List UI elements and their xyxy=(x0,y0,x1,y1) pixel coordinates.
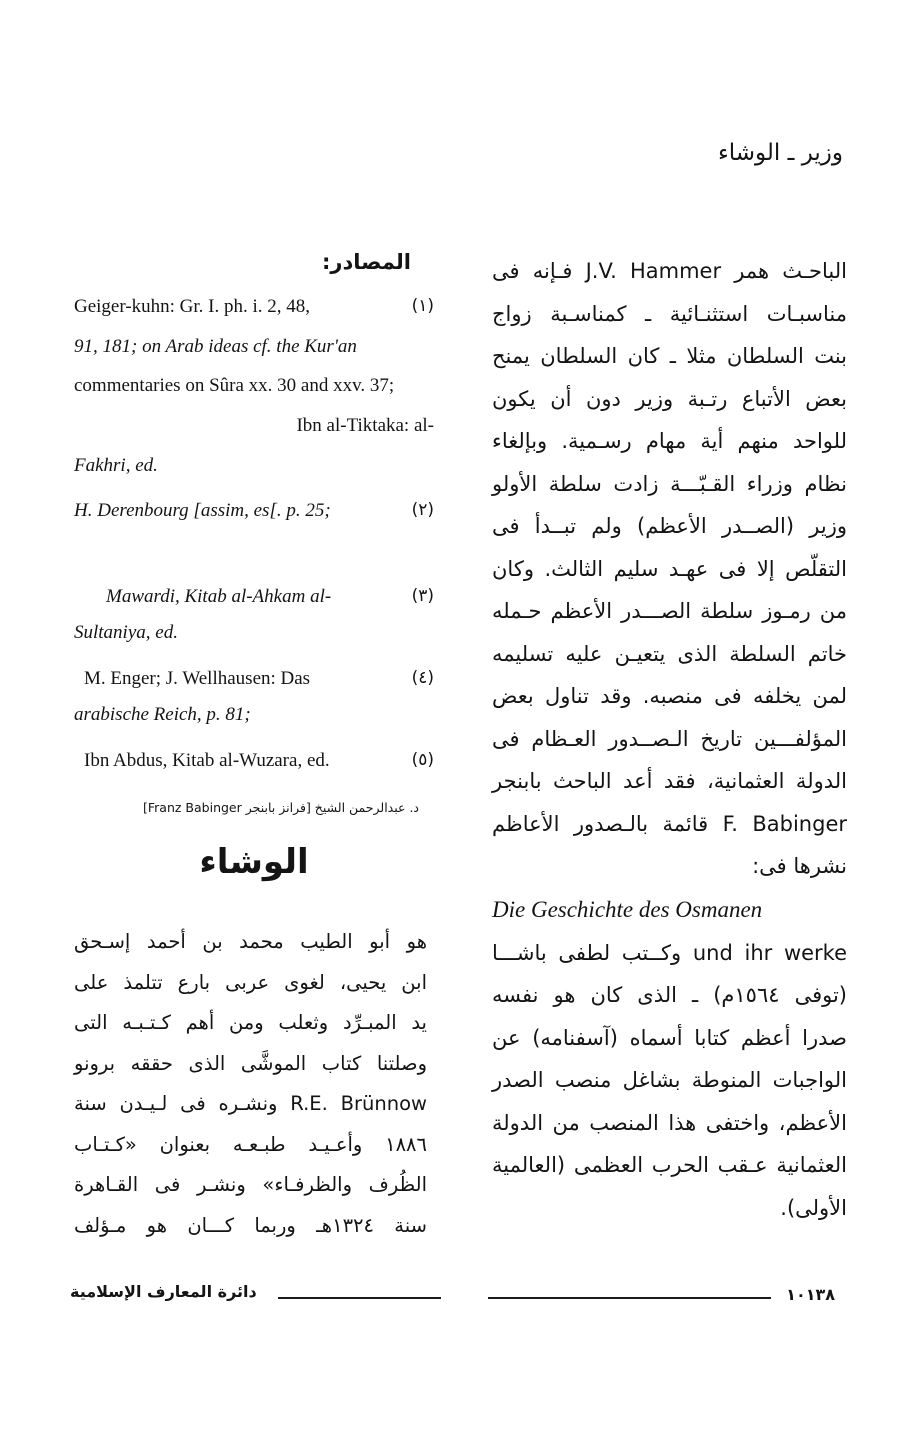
sources-heading: المصادر: xyxy=(321,250,411,274)
reference-entry xyxy=(74,584,434,654)
running-header: وزير ـ الوشاء xyxy=(717,140,843,166)
text-line: F. Babinger قائمة بالـصدور الأعاظم xyxy=(492,811,847,836)
page-number: ١٠١٣٨ xyxy=(786,1285,835,1304)
text-line: للواحد منهم أية مهام رسـمية. وبإلغاء xyxy=(492,429,847,453)
reference-line: Mawardi, Kitab al-Ahkam al- xyxy=(106,586,332,607)
text-line: R.E. Brünnow ونشـره فى لـيـدن سنة xyxy=(74,1092,427,1115)
reference-line: Fakhri, ed. xyxy=(74,455,158,476)
right-column-text xyxy=(492,250,847,1229)
footer-publication: دائرة المعارف الإسلامية xyxy=(70,1282,257,1301)
text-line: نظام وزراء القـبّـــة زادت سلطة الأولو xyxy=(492,471,847,496)
text-line: ابن يحيى، لغوى عربى بارع تتلمذ على xyxy=(74,970,427,994)
text-line: (توفى ١٥٦٤م) ـ الذى كان هو نفسه xyxy=(492,983,847,1007)
reference-line: M. Enger; J. Wellhausen: Das xyxy=(84,668,311,689)
text-line: الدولة العثمانية، فقد أعد الباحث بابنجر xyxy=(492,769,847,793)
text-line: بنت السلطان مثلا ـ كان السلطان يمنح xyxy=(492,344,847,368)
text-line: الأولى). xyxy=(780,1195,847,1220)
text-line: الواجبات المنوطة بشاغل منصب الصدر xyxy=(492,1068,847,1092)
text-line: العثمانية عـقب الحرب العظمى (العالمية xyxy=(492,1153,847,1177)
left-column-text xyxy=(74,922,427,1246)
text-line: und ihr werke وكــتب لطفى باشـــا xyxy=(492,940,848,965)
reference-line: commentaries on Sûra xx. 30 and xxv. 37; xyxy=(74,375,395,396)
footer-rule xyxy=(278,1297,441,1299)
book-title-line: Die Geschichte des Osmanen xyxy=(492,896,763,922)
article-title: الوشاء xyxy=(199,842,309,882)
reference-line: Sultaniya, ed. xyxy=(74,622,178,643)
text-line: سنة ١٣٢٤هـ وربما كـــان هو مـؤلف xyxy=(74,1213,427,1237)
reference-line: arabische Reich, p. 81; xyxy=(74,704,251,725)
text-line: وصلتنا كتاب الموشَّى الذى حققه برونو xyxy=(74,1051,427,1075)
footer-rule xyxy=(488,1297,771,1299)
text-line: الظُرف والظرفـاء» ونشـر فى القـاهرة xyxy=(74,1173,427,1196)
reference-number: (١) xyxy=(411,296,434,316)
reference-number: (٢) xyxy=(411,500,434,520)
author-signature: د. عبدالرحمن الشيخ [فرانز بابنجر Franz Babinger] xyxy=(143,800,419,815)
reference-number: (٤) xyxy=(411,668,434,688)
reference-entry xyxy=(74,292,434,476)
reference-number: (٣) xyxy=(411,586,434,606)
reference-line: Ibn al-Tiktaka: al- xyxy=(296,415,434,436)
reference-number: (٥) xyxy=(411,750,434,770)
text-line: المؤلفـــين تاريخ الـصــدور العـظام فى xyxy=(492,726,847,751)
reference-line: Ibn Abdus, Kitab al-Wuzara, ed. xyxy=(84,750,330,771)
reference-line: Geiger-kuhn: Gr. I. ph. i. 2, 48, xyxy=(74,296,311,317)
text-line: لمن يخلفه فى منصبه. وقد تناول بعض xyxy=(492,684,847,708)
text-line: صدرا أعظم كتابا أسماه (آسفنامه) عن xyxy=(492,1025,847,1050)
reference-entry xyxy=(74,497,434,527)
text-line: يد المبـرِّد وثعلب ومن أهم كـتـبـه التى xyxy=(74,1011,427,1034)
text-line: مناسبـات استثنـائية ـ كمناسـبة زواج xyxy=(492,301,847,326)
reference-entry xyxy=(74,748,434,778)
text-line: من رمـوز سلطة الصـــدر الأعظم حـمله xyxy=(492,599,847,623)
text-line: ١٨٨٦ وأعـيـد طبـعـه بعنوان «كـتـاب xyxy=(74,1132,427,1156)
text-line: خاتم السلطة الذى يتعيـن عليه تسليمه xyxy=(492,641,847,666)
reference-line: H. Derenbourg [assim, es[. p. 25; xyxy=(74,500,331,521)
text-line: نشرها فى: xyxy=(752,854,847,878)
reference-line: 91, 181; on Arab ideas cf. the Kur'an xyxy=(74,336,357,357)
reference-entry xyxy=(74,666,434,736)
text-line: وزير (الصــدر الأعظم) ولم تبــدأ فى xyxy=(492,514,847,538)
text-line: الباحـث همر J.V. Hammer فـإنه فى xyxy=(492,259,847,283)
text-line: الأعظم، واختفى هذا المنصب من الدولة xyxy=(492,1110,847,1135)
text-line: هو أبو الطيب محمد بن أحمد إسـحق xyxy=(74,930,427,953)
text-line: التقلّص إلا فى عهـد سليم الثالث. وكان xyxy=(492,556,847,581)
text-line: بعض الأتباع رتـبة وزير دون أن يكون xyxy=(492,386,847,411)
